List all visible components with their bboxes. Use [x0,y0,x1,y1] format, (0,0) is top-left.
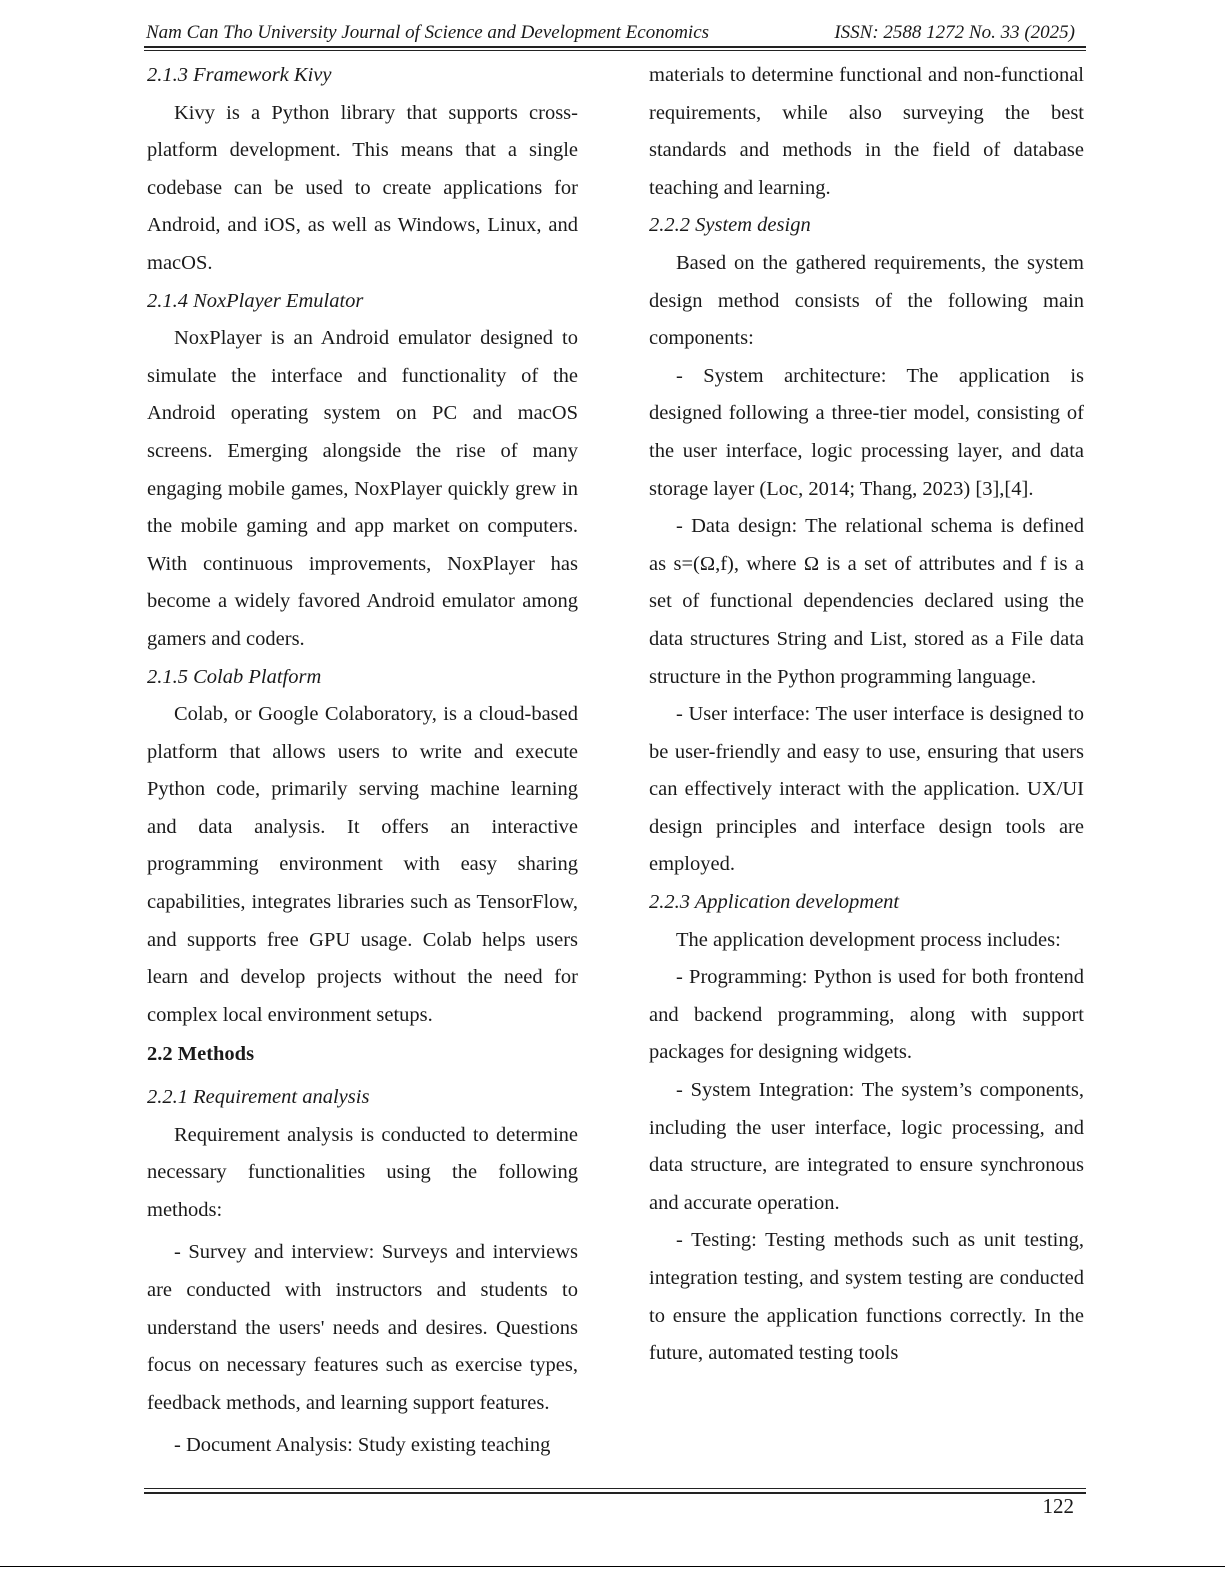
subsection-heading: 2.2.1 Requirement analysis [147,1086,370,1109]
footer-rule-thick [144,1492,1086,1494]
paragraph: - Programming: Python is used for both frontend and backend programming, along with support packages for designing widgets. [649,966,1084,1064]
subsection-heading: 2.2.3 Application development [649,891,900,914]
right-column [649,57,1084,1373]
header-rule-thick [144,46,1086,48]
paragraph-continued: materials to determine functional and non-functional requirements, while also surveying the best standards and methods in the field of database teaching and learning. [649,64,1084,199]
paragraph: - Testing: Testing methods such as unit testing, integration testing, and system testing are conducted to ensure the application functions correctly. In the future, automated testing tools [649,1229,1084,1365]
subsection-heading: 2.2.2 System design [649,214,811,237]
paragraph: NoxPlayer is an Android emulator designed to simulate the interface and functionality of the Android operating system on PC and macOS screens. Emerging alongside the rise of many engaging mobile games, NoxPlayer quickly grew in the mobile gaming and app market on computers. With continuous improvements, NoxPlayer has become a widely favored Android emulator among gamers and coders. [147,327,578,650]
paragraph: Kivy is a Python library that supports cross-platform development. This means that a single codebase can be used to create applications for Android, and iOS, as well as Windows, Linux, and macOS. [147,101,578,274]
paragraph: Requirement analysis is conducted to determine necessary functionalities using the following methods: [147,1123,578,1221]
paragraph: Based on the gathered requirements, the system design method consists of the following main components: [649,251,1084,350]
paragraph: - User interface: The user interface is designed to be user-friendly and easy to use, ensuring that users can effectively interact with the application. UX/UI design principles and interface design tools are employed. [649,703,1084,876]
page-number: 122 [1042,1494,1074,1518]
section-heading: 2.2 Methods [147,1043,255,1066]
issn-issue: ISSN: 2588 1272 No. 33 (2025) [834,22,1075,43]
scan-edge-line [0,1566,1225,1567]
left-column [147,57,578,1465]
journal-title: Nam Can Tho University Journal of Science and Development Economics [146,22,710,43]
running-header [146,22,1085,48]
paragraph: - System Integration: The system’s components, including the user interface, logic processing, and data structure, are integrated to ensure synchronous and accurate operation. [649,1079,1084,1214]
paragraph: - Survey and interview: Surveys and interviews are conducted with instructors and students to understand the users' needs and desires. Questions focus on necessary features such as exercise types, feedback methods, and learning support features. [147,1241,578,1414]
header-rule-thin [144,50,1086,51]
paragraph: - Data design: The relational schema is defined as s=(Ω,f), where Ω is a set of attributes and f is a set of functional dependencies declared using the data structures String and List, stored as a File data structure in the Python programming language. [649,515,1084,688]
subsection-heading: 2.1.3 Framework Kivy [147,64,332,86]
paragraph: - Document Analysis: Study existing teaching [174,1434,551,1457]
paragraph: - System architecture: The application is designed following a three-tier model, consisting of the user interface, logic processing layer, and data storage layer (Loc, 2014; Thang, 2023) [3],[4]. [649,364,1084,500]
footer-rule-thin [144,1488,1086,1489]
paragraph: The application development process includes: [676,928,1061,951]
subsection-heading: 2.1.4 NoxPlayer Emulator [147,289,364,312]
subsection-heading: 2.1.5 Colab Platform [147,665,322,688]
paragraph: Colab, or Google Colaboratory, is a cloud-based platform that allows users to write and execute Python code, primarily serving machine learning and data analysis. It offers an interactive programming environment with easy sharing capabilities, integrates libraries such as TensorFlow, and supports free GPU usage. Colab helps users learn and develop projects without the need for complex local environment setups. [147,703,578,1026]
